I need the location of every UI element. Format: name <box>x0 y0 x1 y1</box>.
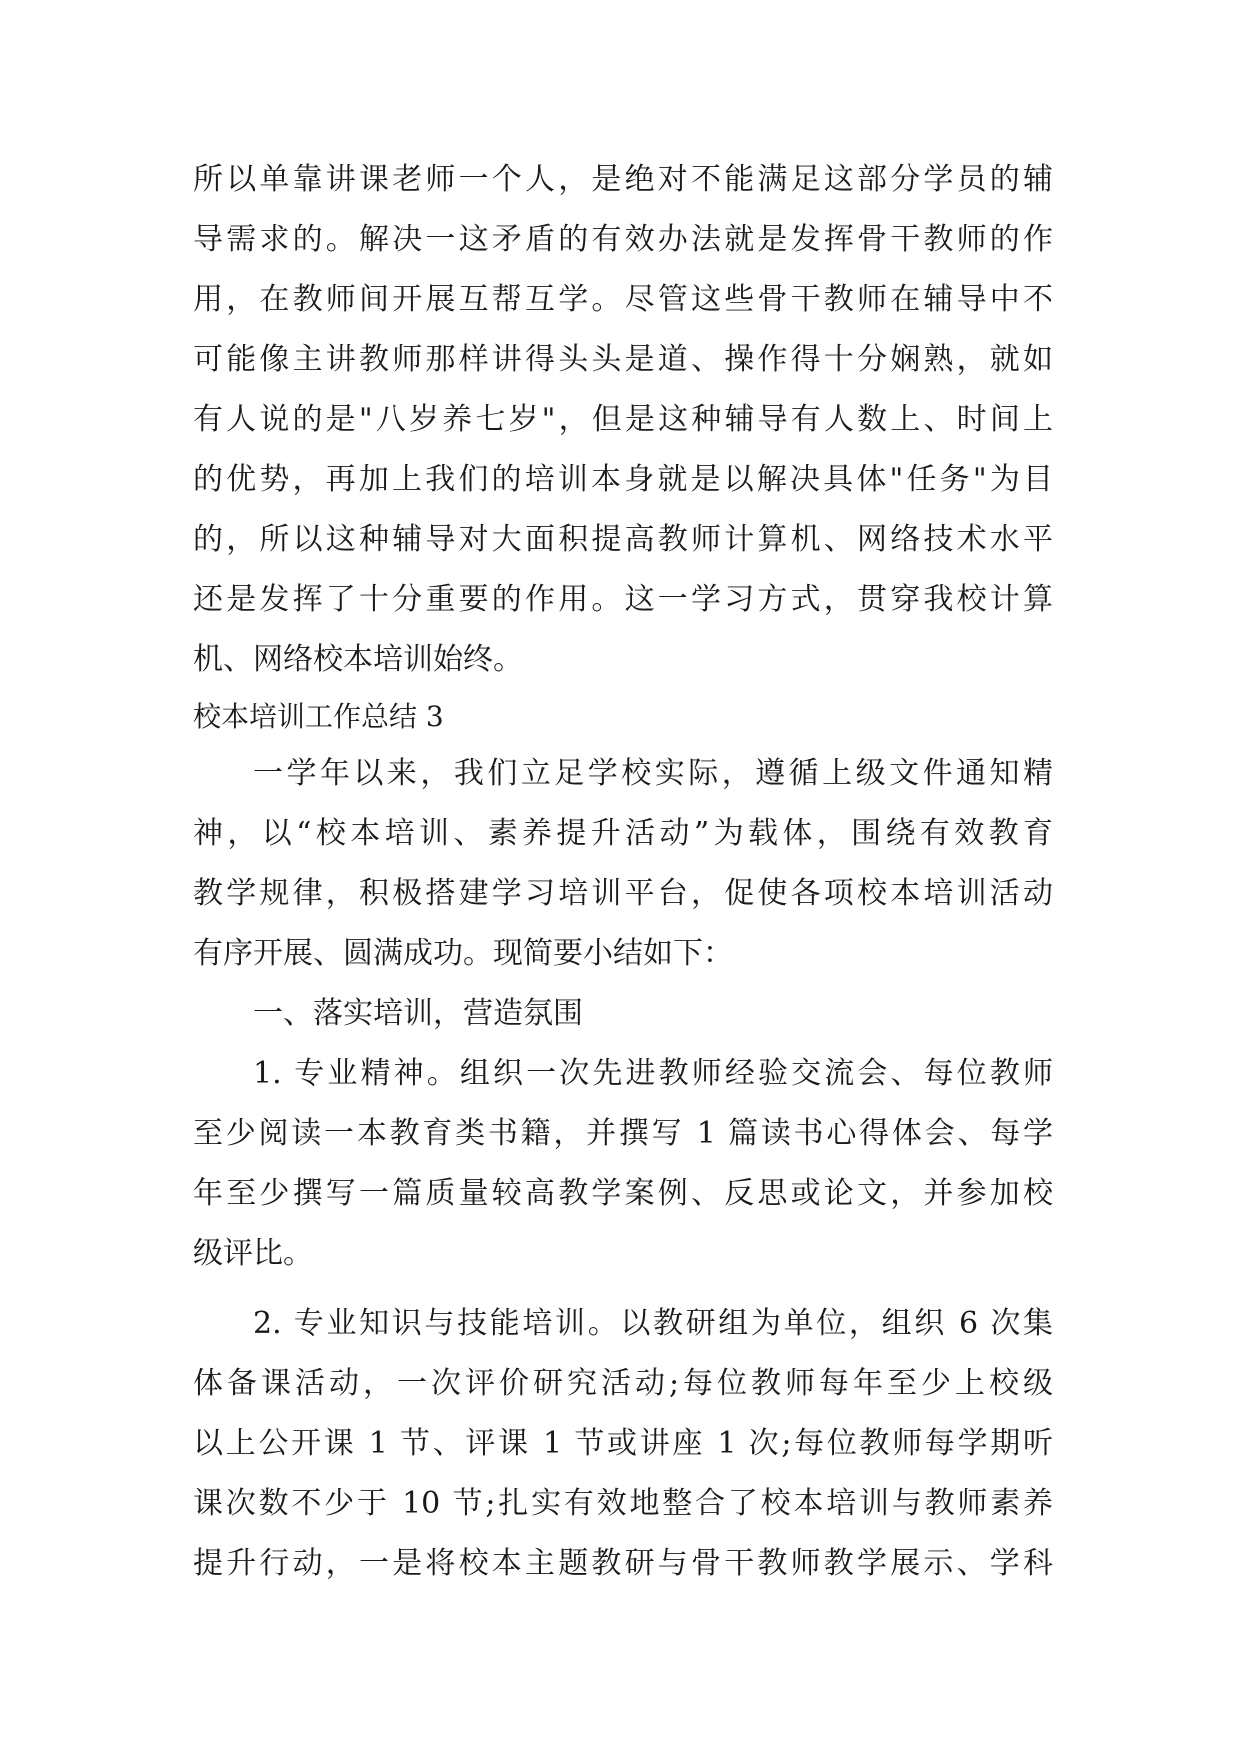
text-line: 体备课活动，一次评价研究活动;每位教师每年至少上校级 <box>193 1366 1053 1401</box>
text-line: 有人说的是"八岁养七岁"，但是这种辅导有人数上、时间上 <box>193 402 1053 437</box>
text-line: 级评比。 <box>193 1236 313 1271</box>
document-body <box>193 150 1053 1594</box>
text-line: 所以单靠讲课老师一个人，是绝对不能满足这部分学员的辅 <box>193 162 1053 197</box>
text-line: 神，以“校本培训、素养提升活动”为载体，围绕有效教育 <box>193 816 1053 851</box>
text-line: 提升行动，一是将校本主题教研与骨干教师教学展示、学科 <box>193 1546 1053 1581</box>
text-line: 的，所以这种辅导对大面积提高教师计算机、网络技术水平 <box>193 522 1053 557</box>
text-line: 以上公开课 1 节、评课 1 节或讲座 1 次;每位教师每学期听 <box>193 1426 1053 1461</box>
text-line: 至少阅读一本教育类书籍，并撰写 1 篇读书心得体会、每学 <box>193 1116 1053 1151</box>
item-1-paragraph <box>193 1044 1053 1284</box>
text-line: 1. 专业精神。组织一次先进教师经验交流会、每位教师 <box>253 1056 1053 1091</box>
text-line: 可能像主讲教师那样讲得头头是道、操作得十分娴熟，就如 <box>193 342 1053 377</box>
subheading: 一、落实培训，营造氛围 <box>253 996 583 1031</box>
paragraph-gap <box>193 1284 1053 1294</box>
text-line: 机、网络校本培训始终。 <box>193 642 523 677</box>
continuation-paragraph <box>193 150 1053 690</box>
item-2-paragraph <box>193 1294 1053 1594</box>
text-line: 还是发挥了十分重要的作用。这一学习方式，贯穿我校计算 <box>193 582 1053 617</box>
text-line: 一学年以来，我们立足学校实际，遵循上级文件通知精 <box>253 756 1053 791</box>
text-line: 教学规律，积极搭建学习培训平台，促使各项校本培训活动 <box>193 876 1053 911</box>
text-line: 导需求的。解决一这矛盾的有效办法就是发挥骨干教师的作 <box>193 222 1053 257</box>
text-line: 的优势，再加上我们的培训本身就是以解决具体"任务"为目 <box>193 462 1053 497</box>
text-line: 有序开展、圆满成功。现简要小结如下： <box>193 936 733 971</box>
text-line: 课次数不少于 10 节;扎实有效地整合了校本培训与教师素养 <box>193 1486 1053 1521</box>
text-line: 2. 专业知识与技能培训。以教研组为单位，组织 6 次集 <box>253 1306 1053 1341</box>
section-title: 校本培训工作总结 3 <box>193 700 444 733</box>
text-line: 年至少撰写一篇质量较高教学案例、反思或论文，并参加校 <box>193 1176 1053 1211</box>
intro-paragraph <box>193 744 1053 984</box>
text-line: 用，在教师间开展互帮互学。尽管这些骨干教师在辅导中不 <box>193 282 1053 317</box>
